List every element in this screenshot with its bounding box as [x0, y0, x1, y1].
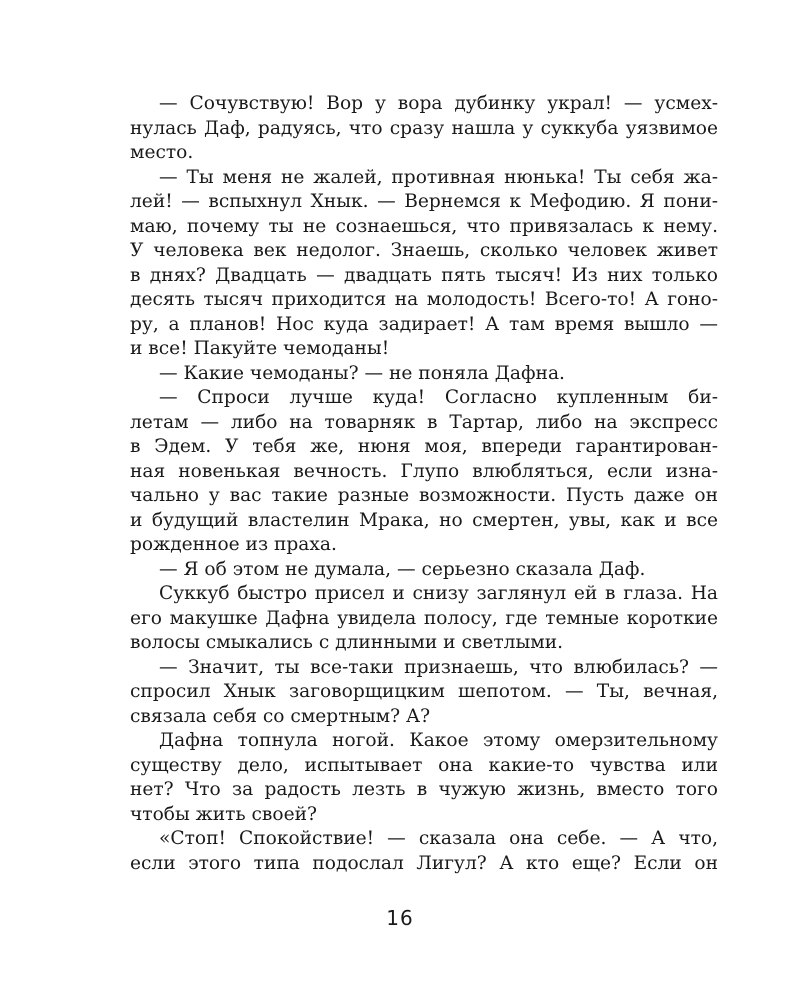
text-line: место. [130, 142, 194, 163]
text-line: — Я об этом не думала, — серьезно сказала Даф. [159, 558, 646, 580]
text-line: «Стоп! Спокойствие! — сказала она себе. — А что, [159, 828, 718, 849]
page-number: 16 [386, 906, 414, 930]
text-line: связала себя со смертным? А? [130, 705, 431, 727]
text-line: и все! Пакуйте чемоданы! [130, 338, 390, 359]
text-line: маю, почему ты не сознаешься, что привязалась к нему. [130, 215, 718, 237]
text-line: лей! — вспыхнул Хнык. — Вернемся к Мефодию. Я пони- [130, 191, 718, 212]
body-text [130, 92, 718, 876]
text-line: ная новенькая вечность. Глупо влюбляться, если изна- [130, 460, 718, 482]
text-line: нулась Даф, радуясь, что сразу нашла у суккуба уязвимое [130, 117, 718, 139]
text-line: Суккуб быстро присел и снизу заглянул ей в глаза. На [159, 583, 718, 604]
text-line: ру, а планов! Нос куда задирает! А там время вышло — [130, 313, 718, 335]
text-line: если этого типа подослал Лигул? А кто еще? Если он [130, 852, 718, 874]
text-line: спросил Хнык заговорщицким шепотом. — Ты, вечная, [130, 681, 718, 702]
text-line: — Значит, ты все-таки признаешь, что влюбилась? — [159, 656, 718, 678]
text-line: летам — либо на товарняк в Тартар, либо на экспресс [130, 411, 718, 433]
text-line: чтобы жить своей? [130, 803, 317, 825]
text-line: У человека век недолог. Знаешь, сколько человек живет [130, 240, 718, 261]
text-line: — Какие чемоданы? — не поняла Дафна. [159, 362, 565, 384]
text-line: волосы смыкались с длинными и светлыми. [130, 632, 564, 653]
text-line: нет? Что за радость лезть в чужую жизнь, вместо того [130, 779, 718, 800]
text-line: десять тысяч приходится на молодость! Всего-то! А гоно- [130, 289, 718, 310]
text-line: и будущий властелин Мрака, но смертен, увы, как и все [130, 509, 718, 531]
text-line: в Эдем. У тебя же, нюня моя, впереди гарантирован- [130, 436, 718, 457]
text-line: чально у вас такие разные возможности. Пусть даже он [130, 485, 718, 506]
text-line: существу дело, испытывает она какие-то чувства или [130, 754, 718, 776]
text-line: — Спроси лучше куда! Согласно купленным би- [159, 387, 718, 408]
text-line: его макушке Дафна увидела полосу, где темные короткие [130, 607, 718, 629]
text-line: — Сочувствую! Вор у вора дубинку украл! — усмех- [159, 93, 718, 114]
text-line: Дафна топнула ногой. Какое этому омерзительному [159, 730, 718, 751]
text-line: — Ты меня не жалей, противная нюнька! Ты себя жа- [159, 166, 718, 188]
text-line: в днях? Двадцать — двадцать пять тысяч! Из них только [130, 264, 718, 286]
text-line: рожденное из праха. [130, 534, 337, 555]
